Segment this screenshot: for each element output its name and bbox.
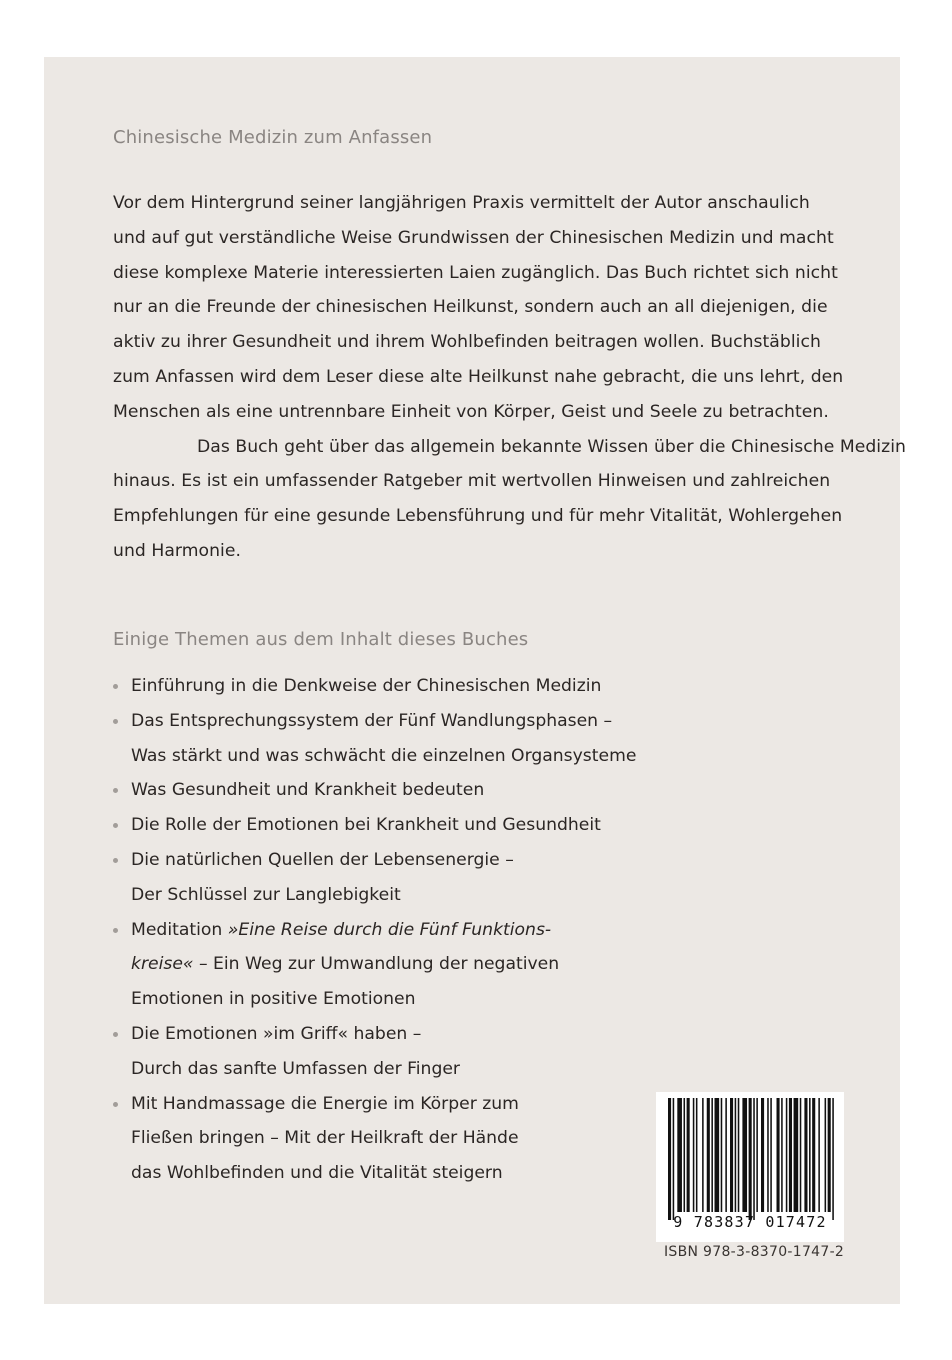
blurb-text — [113, 186, 906, 569]
text-line: Vor dem Hintergrund seiner langjährigen Praxis vermittelt der Autor anschaulich — [113, 193, 810, 213]
text-line: und auf gut verständliche Weise Grundwissen der Chinesischen Medizin und macht — [113, 227, 834, 248]
list-item-line — [131, 947, 636, 982]
text-line: aktiv zu ihrer Gesundheit und ihrem Wohlbefinden beitragen wollen. Buchstäblich — [113, 332, 821, 353]
list-item — [113, 704, 636, 774]
list-item — [113, 843, 636, 913]
blurb-paragraph — [113, 186, 873, 430]
barcode-number: 9 783837 017472 — [673, 1213, 827, 1231]
list-item-meditation — [113, 913, 636, 1017]
list-item — [113, 1017, 636, 1087]
list-item-line: Einführung in die Denkweise der Chinesischen Medizin — [131, 676, 602, 696]
list-item — [113, 669, 636, 704]
text-line: Empfehlungen für eine gesunde Lebensführung und für mehr Vitalität, Wohlergehen — [113, 506, 843, 527]
text-line: diese komplexe Materie interessierten Laien zugänglich. Das Buch richtet sich nicht — [113, 262, 838, 283]
meditation-title-part: »Eine Reise durch die Fünf Funktions- — [227, 919, 552, 940]
list-item-line: Was stärkt und was schwächt die einzelnen Organsysteme — [131, 745, 637, 766]
meditation-subtitle: – Ein Weg zur Umwandlung der negativen — [193, 954, 560, 975]
text-line: Das Buch geht über das allgemein bekannte Wissen über die Chinesische Medizin — [197, 436, 906, 457]
list-item-line: Durch das sanfte Umfassen der Finger — [131, 1058, 461, 1079]
list-item-line — [131, 913, 636, 948]
blurb-paragraph — [113, 430, 906, 569]
list-item-line: Der Schlüssel zur Langlebigkeit — [131, 884, 401, 905]
list-item-line: Emotionen in positive Emotionen — [131, 989, 416, 1010]
section-heading-topics: Einige Themen aus dem Inhalt dieses Buches — [113, 629, 529, 650]
topics-list — [113, 669, 636, 1191]
text-line: zum Anfassen wird dem Leser diese alte Heilkunst nahe gebracht, die uns lehrt, den — [113, 366, 844, 387]
isbn-barcode — [656, 1092, 844, 1242]
list-item-line: Das Entsprechungssystem der Fünf Wandlungsphasen – — [131, 710, 613, 731]
text-line: hinaus. Es ist ein umfassender Ratgeber mit wertvollen Hinweisen und zahlreichen — [113, 471, 831, 492]
meditation-prefix: Meditation — [131, 919, 228, 940]
list-item-line: Mit Handmassage die Energie im Körper zum — [131, 1093, 519, 1114]
book-back-cover — [44, 57, 906, 1304]
list-item-line: Die Emotionen »im Griff« haben – — [131, 1023, 422, 1044]
list-item-line: Was Gesundheit und Krankheit bedeuten — [131, 780, 485, 801]
list-item-line: Die Rolle der Emotionen bei Krankheit und Gesundheit — [131, 815, 601, 836]
list-item — [113, 808, 636, 843]
text-line: und Harmonie. — [113, 540, 241, 561]
list-item-line: Die natürlichen Quellen der Lebensenergie – — [131, 849, 514, 870]
isbn-text: ISBN 978-3-8370-1747-2 — [664, 1244, 845, 1260]
list-item-line: das Wohlbefinden und die Vitalität steigern — [131, 1163, 503, 1184]
text-line: Menschen als eine untrennbare Einheit von Körper, Geist und Seele zu betrachten. — [113, 401, 829, 422]
text-line: nur an die Freunde der chinesischen Heilkunst, sondern auch an all diejenigen, die — [113, 297, 828, 318]
list-item — [113, 773, 636, 808]
meditation-title-part: kreise« — [131, 954, 194, 975]
list-item-line: Fließen bringen – Mit der Heilkraft der Hände — [131, 1128, 519, 1149]
section-heading-intro: Chinesische Medizin zum Anfassen — [113, 127, 433, 148]
list-item — [113, 1087, 636, 1191]
